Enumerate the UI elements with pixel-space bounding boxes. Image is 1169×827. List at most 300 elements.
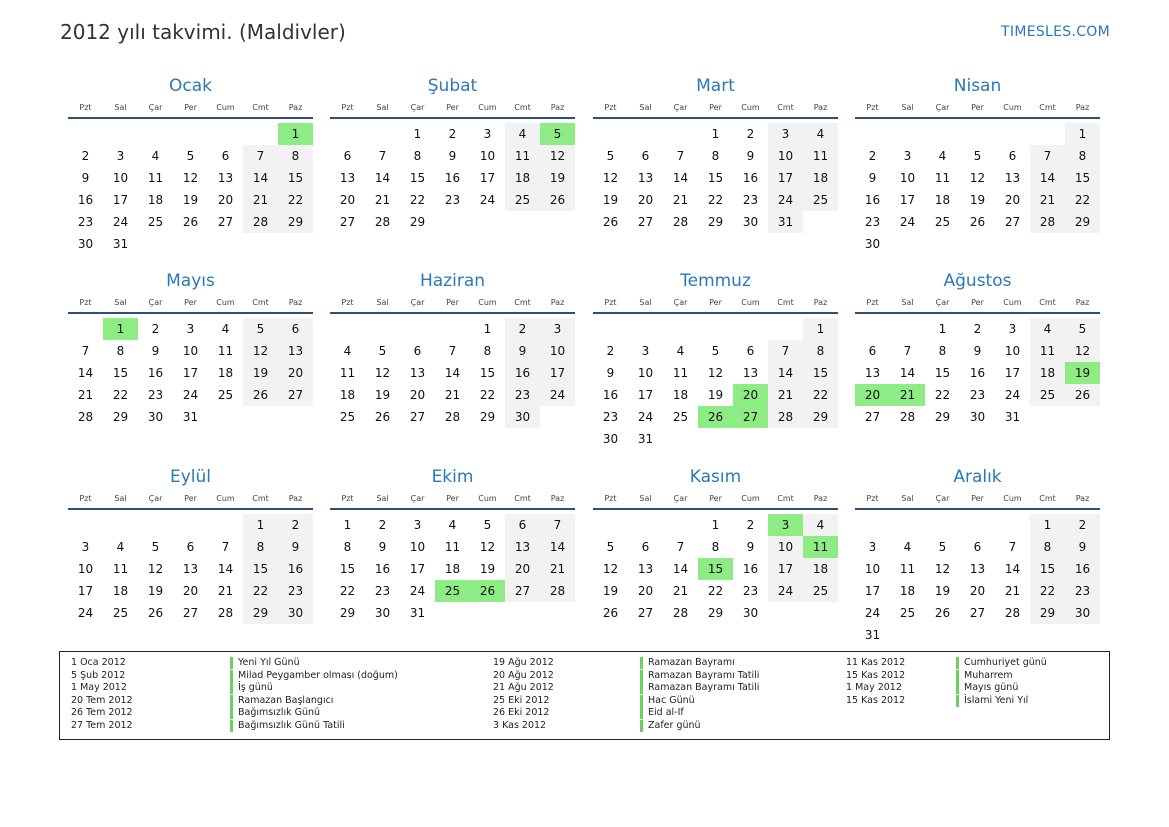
day-cell: 3 [413,518,422,532]
day-cell: 25 [803,189,838,211]
day-cell: 26 [243,384,278,406]
month-block [855,464,1100,646]
day-cell: 8 [413,149,422,163]
day-cell: 16 [602,388,619,402]
month-block [68,73,313,255]
day-cell: 11 [112,562,129,576]
day-cell: 17 [1004,366,1021,380]
day-cell: 5 [938,540,947,554]
weekday-label: Per [446,494,459,503]
legend-date: 21 Ağu 2012 [493,682,554,694]
day-cell: 5 [1065,318,1100,340]
day-cell: 4 [221,322,230,336]
day-cell: 23 [1065,580,1100,602]
weekday-header [330,294,575,314]
holiday-day-cell: 25 [435,580,470,602]
day-cell: 26 [374,410,391,424]
weekday-label: Paz [1075,494,1090,503]
month-block [855,268,1100,428]
day-cell: 16 [742,171,759,185]
day-cell: 24 [479,193,496,207]
holiday-day-cell: 19 [1065,362,1100,384]
weekday-label: Per [971,494,984,503]
holiday-legend [59,651,1110,740]
day-cell: 27 [182,606,199,620]
holiday-day-cell: 11 [803,536,838,558]
day-cell: 26 [540,189,575,211]
day-cell: 1 [343,518,352,532]
legend-date: 11 Kas 2012 [846,657,906,668]
day-cell: 16 [278,558,313,580]
weekday-label: Cmt [252,298,269,307]
day-cell: 17 [637,388,654,402]
day-cell: 17 [768,558,803,580]
day-cell: 1 [803,318,838,340]
weekday-label: Cmt [777,298,794,307]
day-cell: 17 [409,562,426,576]
day-cell: 1 [413,127,422,141]
holiday-day-cell: 15 [698,558,733,580]
weekday-label: Cum [1003,103,1022,112]
day-grid [330,123,575,233]
day-cell: 15 [1030,558,1065,580]
day-cell: 20 [969,584,986,598]
day-cell: 1 [243,514,278,536]
weekday-label: Sal [114,103,127,112]
legend-date: 1 May 2012 [846,682,902,694]
day-cell: 17 [112,193,129,207]
day-cell: 22 [278,189,313,211]
day-cell: 20 [637,193,654,207]
day-cell: 10 [637,366,654,380]
day-cell: 29 [243,602,278,624]
weekday-label: Pzt [604,298,617,307]
weekday-label: Cum [478,494,497,503]
day-cell: 3 [768,123,803,145]
day-cell: 16 [77,193,94,207]
day-cell: 20 [182,584,199,598]
day-cell: 4 [803,123,838,145]
day-cell: 23 [969,388,986,402]
day-cell: 26 [602,215,619,229]
day-cell: 4 [938,149,947,163]
day-cell: 8 [243,536,278,558]
day-cell: 8 [343,540,352,554]
day-cell: 22 [803,384,838,406]
day-cell: 9 [868,171,877,185]
day-cell: 11 [672,366,689,380]
day-cell: 10 [409,540,426,554]
day-cell: 3 [540,318,575,340]
day-cell: 19 [540,167,575,189]
day-cell: 12 [479,540,496,554]
day-cell: 2 [606,344,615,358]
legend-holiday-name: Hac Günü [640,695,695,707]
day-cell: 18 [505,167,540,189]
day-cell: 9 [81,171,90,185]
day-cell: 30 [742,606,759,620]
day-cell: 14 [217,562,234,576]
day-cell: 18 [803,167,838,189]
day-cell: 19 [934,584,951,598]
month-name: Ağustos [943,271,1012,291]
day-cell: 31 [637,432,654,446]
day-cell: 13 [505,536,540,558]
day-cell: 5 [606,540,615,554]
day-cell: 20 [339,193,356,207]
day-cell: 6 [278,318,313,340]
day-cell: 13 [278,340,313,362]
day-cell: 27 [1004,215,1021,229]
weekday-label: Sal [376,103,389,112]
month-name: Mart [696,76,735,96]
month-block [68,268,313,428]
day-cell: 15 [409,171,426,185]
day-grid [855,514,1100,646]
day-cell: 27 [969,606,986,620]
day-cell: 2 [746,518,755,532]
day-cell: 9 [278,536,313,558]
day-cell: 22 [243,580,278,602]
month-name: Eylül [169,467,212,487]
month-name: Kasım [689,467,742,487]
day-cell: 21 [540,558,575,580]
day-cell: 15 [243,558,278,580]
day-cell: 1 [711,518,720,532]
day-cell: 19 [707,388,724,402]
weekday-label: Paz [1075,103,1090,112]
day-cell: 8 [803,340,838,362]
day-cell: 26 [1065,384,1100,406]
weekday-label: Per [184,494,197,503]
day-cell: 29 [339,606,356,620]
day-cell: 7 [81,344,90,358]
day-grid [593,318,838,450]
day-cell: 7 [378,149,387,163]
day-cell: 21 [672,584,689,598]
day-cell: 22 [409,193,426,207]
day-cell: 2 [448,127,457,141]
day-cell: 21 [243,189,278,211]
day-cell: 14 [899,366,916,380]
day-cell: 31 [768,211,803,233]
month-block [330,268,575,428]
weekday-label: Paz [1075,298,1090,307]
day-cell: 28 [243,211,278,233]
weekday-label: Cmt [514,298,531,307]
weekday-label: Cmt [1039,298,1056,307]
day-cell: 2 [378,518,387,532]
day-cell: 9 [973,344,982,358]
day-cell: 6 [973,540,982,554]
month-block [330,464,575,624]
day-cell: 15 [278,167,313,189]
weekday-label: Çar [673,494,688,503]
weekday-label: Çar [410,298,425,307]
day-cell: 29 [707,215,724,229]
day-cell: 25 [899,606,916,620]
day-cell: 23 [505,384,540,406]
day-cell: 4 [151,149,160,163]
weekday-label: Çar [673,298,688,307]
day-cell: 14 [243,167,278,189]
weekday-label: Cum [216,103,235,112]
day-cell: 10 [112,171,129,185]
day-cell: 13 [409,366,426,380]
weekday-label: Cmt [777,494,794,503]
day-cell: 27 [505,580,540,602]
weekday-label: Çar [935,298,950,307]
day-cell: 6 [641,149,650,163]
day-cell: 7 [1030,145,1065,167]
day-cell: 17 [899,193,916,207]
site-brand-link[interactable]: TIMESLES.COM [1001,24,1110,40]
weekday-header [593,294,838,314]
day-cell: 4 [676,344,685,358]
weekday-label: Cmt [514,103,531,112]
day-cell: 12 [602,171,619,185]
weekday-label: Cum [478,298,497,307]
day-cell: 21 [217,584,234,598]
day-cell: 13 [637,562,654,576]
day-cell: 2 [746,127,755,141]
day-cell: 8 [711,149,720,163]
weekday-label: Çar [148,103,163,112]
day-cell: 19 [374,388,391,402]
day-cell: 12 [969,171,986,185]
day-cell: 21 [374,193,391,207]
day-cell: 3 [186,322,195,336]
weekday-label: Paz [550,103,565,112]
day-cell: 9 [1065,536,1100,558]
legend-date: 15 Kas 2012 [846,694,906,706]
weekday-label: Cmt [514,494,531,503]
day-cell: 23 [742,193,759,207]
weekday-label: Per [446,298,459,307]
weekday-label: Sal [901,103,914,112]
day-cell: 30 [278,602,313,624]
day-cell: 28 [768,406,803,428]
holiday-day-cell: 21 [890,384,925,406]
day-cell: 28 [374,215,391,229]
day-cell: 6 [413,344,422,358]
day-cell: 27 [339,215,356,229]
day-cell: 1 [711,127,720,141]
day-cell: 8 [278,145,313,167]
weekday-label: Paz [550,298,565,307]
day-cell: 22 [1030,580,1065,602]
day-cell: 26 [182,215,199,229]
weekday-label: Paz [288,494,303,503]
day-cell: 22 [339,584,356,598]
day-cell: 20 [278,362,313,384]
day-cell: 23 [278,580,313,602]
day-cell: 19 [602,193,619,207]
day-grid [593,514,838,624]
day-cell: 23 [147,388,164,402]
legend-holiday-name: Cumhuriyet günü [956,657,1047,669]
day-cell: 12 [540,145,575,167]
weekday-label: Cmt [252,494,269,503]
day-cell: 27 [637,606,654,620]
day-cell: 30 [374,606,391,620]
day-cell: 5 [151,540,160,554]
day-cell: 6 [186,540,195,554]
day-cell: 29 [707,606,724,620]
day-cell: 8 [1030,536,1065,558]
day-cell: 24 [768,189,803,211]
day-cell: 2 [868,149,877,163]
day-cell: 18 [217,366,234,380]
weekday-label: Cum [741,298,760,307]
day-cell: 13 [217,171,234,185]
day-cell: 28 [672,215,689,229]
day-cell: 7 [1008,540,1017,554]
month-block [68,464,313,624]
day-cell: 10 [182,344,199,358]
day-cell: 11 [147,171,164,185]
weekday-label: Per [709,298,722,307]
day-cell: 25 [147,215,164,229]
day-cell: 24 [768,580,803,602]
weekday-label: Çar [148,298,163,307]
day-cell: 8 [938,344,947,358]
month-name: Şubat [427,76,478,96]
legend-holiday-name: Muharrem [956,670,1013,682]
day-cell: 6 [746,344,755,358]
month-name: Temmuz [680,271,751,291]
day-cell: 21 [1004,584,1021,598]
day-cell: 5 [186,149,195,163]
day-cell: 11 [444,540,461,554]
day-cell: 13 [1004,171,1021,185]
day-cell: 1 [483,322,492,336]
weekday-label: Pzt [866,494,879,503]
weekday-label: Cmt [1039,494,1056,503]
day-cell: 15 [112,366,129,380]
day-grid [330,318,575,428]
weekday-label: Paz [813,494,828,503]
weekday-header [330,490,575,510]
weekday-label: Cum [741,103,760,112]
day-cell: 8 [1065,145,1100,167]
day-cell: 10 [479,149,496,163]
day-cell: 23 [374,584,391,598]
weekday-label: Per [184,298,197,307]
day-cell: 30 [864,237,881,251]
day-cell: 22 [707,193,724,207]
day-cell: 25 [1030,384,1065,406]
day-cell: 16 [742,562,759,576]
day-cell: 3 [868,540,877,554]
day-cell: 18 [934,193,951,207]
day-cell: 11 [339,366,356,380]
day-cell: 20 [1004,193,1021,207]
day-cell: 24 [540,384,575,406]
day-cell: 24 [77,606,94,620]
day-cell: 17 [182,366,199,380]
weekday-header [593,99,838,119]
day-cell: 4 [1030,318,1065,340]
day-cell: 21 [444,388,461,402]
weekday-label: Cum [216,494,235,503]
day-cell: 21 [77,388,94,402]
day-cell: 9 [378,540,387,554]
weekday-label: Per [709,103,722,112]
day-cell: 14 [672,562,689,576]
day-cell: 29 [112,410,129,424]
day-grid [593,123,838,233]
legend-date: 26 Tem 2012 [71,707,133,719]
day-cell: 10 [768,145,803,167]
legend-holiday-name: Yeni Yıl Günü [230,657,300,669]
legend-holiday-name: Mayıs günü [956,682,1018,694]
day-grid [68,123,313,255]
day-cell: 14 [374,171,391,185]
weekday-label: Paz [813,298,828,307]
day-cell: 1 [1030,514,1065,536]
day-cell: 19 [602,584,619,598]
day-grid [855,123,1100,255]
day-cell: 4 [903,540,912,554]
day-cell: 14 [540,536,575,558]
day-cell: 26 [147,606,164,620]
weekday-label: Çar [410,103,425,112]
day-grid [68,514,313,624]
day-cell: 13 [339,171,356,185]
day-cell: 17 [77,584,94,598]
weekday-header [855,490,1100,510]
day-cell: 8 [116,344,125,358]
day-cell: 17 [479,171,496,185]
day-cell: 2 [973,322,982,336]
weekday-label: Pzt [341,494,354,503]
day-cell: 25 [217,388,234,402]
day-cell: 27 [409,410,426,424]
day-cell: 3 [1008,322,1017,336]
day-cell: 6 [505,514,540,536]
day-cell: 2 [81,149,90,163]
day-cell: 23 [602,410,619,424]
day-cell: 22 [707,584,724,598]
day-cell: 20 [505,558,540,580]
weekday-label: Sal [639,298,652,307]
day-cell: 11 [934,171,951,185]
day-cell: 25 [339,410,356,424]
day-cell: 18 [1030,362,1065,384]
day-grid [855,318,1100,428]
day-cell: 15 [1065,167,1100,189]
day-cell: 8 [711,540,720,554]
month-name: Aralık [953,467,1002,487]
weekday-label: Sal [901,298,914,307]
day-cell: 5 [243,318,278,340]
day-cell: 31 [182,410,199,424]
weekday-label: Sal [901,494,914,503]
legend-holiday-name: Bağımsızlık Günü Tatili [230,720,345,732]
day-cell: 28 [217,606,234,620]
weekday-label: Pzt [866,103,879,112]
day-cell: 19 [147,584,164,598]
day-cell: 14 [672,171,689,185]
weekday-label: Cmt [1039,103,1056,112]
day-cell: 19 [479,562,496,576]
month-name: Mayıs [166,271,215,291]
weekday-label: Paz [550,494,565,503]
weekday-label: Per [971,298,984,307]
month-name: Haziran [419,271,486,291]
day-cell: 27 [217,215,234,229]
